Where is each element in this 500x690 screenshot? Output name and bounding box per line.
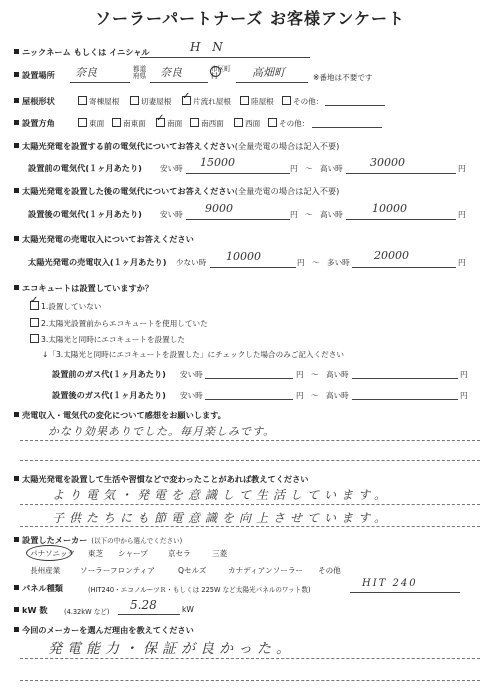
maker-option-solar-frontier[interactable]: ソーラーフロンティア — [80, 566, 155, 575]
checkbox[interactable] — [234, 118, 243, 127]
lifestyle-line-2 — [20, 526, 480, 527]
income-row-label: 太陽光発電の売電収入(１ヶ月あたり) — [28, 257, 167, 267]
direction-option-3[interactable]: 南面 — [156, 118, 182, 129]
town-underline — [236, 82, 308, 83]
after-tilde: ～ — [305, 210, 313, 219]
bullet-square-icon — [14, 285, 19, 290]
panel-answer: HIT 240 — [362, 578, 418, 589]
bullet-square-icon — [14, 188, 19, 193]
maker-option-mitsubishi[interactable]: 三菱 — [212, 549, 228, 558]
gas-after-high-label: 高い時 — [326, 391, 349, 400]
maker-option-other[interactable]: その他 — [318, 566, 341, 575]
checkbox[interactable] — [30, 318, 39, 327]
maker-option-choshu[interactable]: 長州産業 — [30, 566, 61, 575]
after-low-underline — [186, 219, 290, 220]
before-low-label: 安い時 — [160, 164, 183, 173]
income-header: 太陽光発電の売電収入についてお答えください — [14, 234, 194, 245]
ecocute-header: エコキュートは設置していますか？ — [14, 283, 153, 294]
checkbox[interactable] — [268, 118, 277, 127]
location-prefecture: 奈良 — [75, 66, 97, 79]
lifestyle-line-1 — [20, 504, 480, 505]
kw-underline — [118, 614, 180, 615]
city-underline — [150, 82, 208, 83]
gas-after-yen-2: 円 — [460, 391, 468, 400]
before-high-underline — [346, 173, 456, 174]
maker-option-toshiba[interactable]: 東芝 — [88, 549, 104, 558]
impression-line-2 — [20, 460, 480, 461]
bullet-square-icon — [14, 476, 19, 481]
bullet-square-icon — [14, 627, 19, 632]
after-header: 太陽光発電を設置した後の電気代についてお答えください(全量売電の場合は記入不要) — [14, 186, 339, 197]
gas-after-label: 設置後のガス代(１ヶ月あたり) — [52, 390, 166, 400]
gas-before-low-underline — [205, 378, 293, 379]
after-low-label: 安い時 — [160, 210, 183, 219]
gas-after-low-underline — [205, 399, 293, 400]
page-title: ソーラーパートナーズ お客様アンケート — [94, 9, 405, 28]
ecocute-check-mark-icon: ✓ — [30, 295, 39, 306]
pref-suffix: 都道府県 — [133, 65, 147, 80]
maker-option-qcells[interactable]: Qセルズ — [178, 566, 207, 575]
income-high-label: 多い時 — [327, 258, 350, 267]
before-high-label: 高い時 — [320, 164, 343, 173]
bullet-square-icon — [14, 49, 19, 54]
bullet-square-icon — [14, 412, 19, 417]
panel-underline — [350, 592, 460, 593]
bullet-square-icon — [14, 120, 19, 125]
after-row-label: 設置後の電気代(１ヶ月あたり) — [28, 209, 142, 219]
nickname-answer: H N — [190, 40, 227, 54]
before-yen-2: 円 — [458, 164, 466, 173]
gas-before-high-underline — [352, 378, 458, 379]
direction-label: 設置方角 — [14, 118, 55, 129]
roof-option-4[interactable]: 陸屋根 — [240, 96, 274, 107]
checkbox[interactable] — [78, 96, 87, 105]
after-high-underline — [346, 219, 456, 220]
income-low-label: 少ない時 — [176, 258, 207, 267]
location-town: 高畑町 — [252, 66, 285, 79]
income-high-value: 20000 — [374, 249, 409, 262]
maker-option-canadian-solar[interactable]: カナディアンソーラー — [228, 566, 304, 575]
gas-after-yen-1: 円 — [296, 391, 304, 400]
reason-line-2 — [20, 680, 480, 681]
gas-before-label: 設置前のガス代(１ヶ月あたり) — [52, 369, 166, 379]
location-city: 奈良 — [160, 66, 182, 79]
direction-option-1[interactable]: 東面 — [78, 118, 104, 129]
gas-after-high-underline — [352, 399, 458, 400]
gas-after-low-label: 安い時 — [180, 391, 203, 400]
maker-option-kyocera[interactable]: 京セラ — [168, 549, 191, 558]
before-yen-1: 円 — [290, 164, 298, 173]
prefecture-underline — [70, 82, 130, 83]
after-low-value: 9000 — [205, 202, 233, 215]
ecocute-option-1[interactable]: 1.設置していない — [30, 301, 101, 312]
income-yen-2: 円 — [458, 258, 466, 267]
ecocute-option-2[interactable]: 2.太陽光設置前からエコキュートを使用していた — [30, 318, 208, 329]
impression-line-1 — [20, 440, 480, 441]
before-high-value: 30000 — [370, 156, 405, 169]
checkbox[interactable] — [78, 118, 87, 127]
kw-note: (4.32kW など) — [64, 608, 110, 616]
after-high-label: 高い時 — [320, 210, 343, 219]
income-low-underline — [210, 267, 296, 268]
roof-label: 屋根形状 — [14, 96, 55, 107]
impression-header: 売電収入・電気代の変化について感想をお願いします。 — [14, 410, 226, 421]
maker-option-panasonic[interactable]: パナソニック — [30, 549, 76, 558]
bullet-square-icon — [14, 143, 19, 148]
roof-option-1[interactable]: 寄棟屋根 — [78, 96, 119, 107]
ecocute-note: ↓「3.太陽光と同時にエコキュートを設置した」にチェックした場合のみご記入ください — [42, 350, 344, 359]
direction-option-4[interactable]: 南西面 — [190, 118, 224, 129]
panel-label: パネル種類 — [14, 583, 63, 594]
bullet-square-icon — [14, 236, 19, 241]
checkbox[interactable] — [130, 96, 139, 105]
maker-option-sharp[interactable]: シャープ — [118, 549, 148, 558]
city-suffix: 市区町村 — [211, 65, 231, 80]
lifestyle-header: 太陽光発電を設置して生活や習慣などで変わったことがあれば教えてください — [14, 474, 308, 485]
direction-other-underline — [312, 127, 382, 128]
before-low-underline — [186, 173, 290, 174]
after-yen-1: 円 — [290, 210, 298, 219]
kw-answer: 5.28 — [130, 598, 157, 612]
checkbox[interactable] — [112, 118, 121, 127]
gas-before-high-label: 高い時 — [326, 370, 349, 379]
ecocute-option-3[interactable]: 3.太陽光と同時にエコキュートを設置した — [30, 334, 185, 345]
bullet-square-icon — [14, 607, 19, 612]
before-header: 太陽光発電を設置する前の電気代についてお答えください(全量売電の場合は記入不要) — [14, 141, 339, 152]
before-tilde: ～ — [305, 164, 313, 173]
after-yen-2: 円 — [458, 210, 466, 219]
checkbox[interactable] — [240, 96, 249, 105]
maker-label: 設置したメーカー (以下の中から選んでください) — [14, 535, 182, 546]
income-tilde: ～ — [312, 258, 320, 267]
roof-check-mark-icon: ✓ — [182, 91, 191, 102]
gas-before-yen-1: 円 — [296, 370, 304, 379]
panel-note: (HIT240・エコノルーツＲ・もしくは 225W など太陽光パネルのワット数) — [88, 586, 311, 594]
direction-option-2[interactable]: 南東面 — [112, 118, 146, 129]
gas-before-yen-2: 円 — [460, 370, 468, 379]
checkbox[interactable] — [190, 118, 199, 127]
nickname-label: ニックネーム もしくは イニシャル — [14, 47, 150, 58]
direction-option-6[interactable]: その他： — [268, 118, 309, 129]
location-label: 設置場所 — [14, 70, 55, 81]
income-yen-1: 円 — [297, 258, 305, 267]
bullet-square-icon — [14, 72, 19, 77]
direction-check-mark-icon: ✓ — [156, 113, 165, 124]
roof-option-3[interactable]: 片流れ屋根 — [182, 96, 231, 107]
bullet-square-icon — [14, 537, 19, 542]
roof-other-underline — [325, 105, 385, 106]
checkbox[interactable] — [30, 334, 39, 343]
income-low-value: 10000 — [226, 250, 261, 263]
before-row-label: 設置前の電気代(１ヶ月あたり) — [28, 163, 142, 173]
reason-answer: 発電能力・保証が良かった。 — [48, 641, 295, 657]
checkbox[interactable] — [282, 96, 291, 105]
roof-option-5[interactable]: その他： — [282, 96, 323, 107]
location-note: ※番地は不要です — [313, 73, 373, 82]
lifestyle-answer-1: より電気・発電を意識して生活しています。 — [52, 488, 392, 502]
before-low-value: 15000 — [200, 156, 235, 169]
reason-header: 今回のメーカーを選んだ理由を教えてください — [14, 625, 194, 636]
roof-option-2[interactable]: 切妻屋根 — [130, 96, 171, 107]
gas-before-tilde: ～ — [311, 370, 319, 379]
bullet-square-icon — [14, 585, 19, 590]
direction-option-5[interactable]: 西面 — [234, 118, 260, 129]
after-high-value: 10000 — [372, 202, 407, 215]
gas-before-low-label: 安い時 — [180, 370, 203, 379]
impression-answer: かなり効果ありでした。毎月楽しみです。 — [48, 425, 276, 438]
kw-unit: kW — [182, 605, 194, 614]
income-high-underline — [352, 267, 456, 268]
nickname-underline — [140, 57, 310, 58]
lifestyle-answer-2: 子供たちにも節電意識を向上させています。 — [52, 511, 392, 525]
bullet-square-icon — [14, 98, 19, 103]
reason-line-1 — [20, 658, 480, 659]
kw-label: kW 数 — [14, 605, 48, 616]
gas-after-tilde: ～ — [311, 391, 319, 400]
